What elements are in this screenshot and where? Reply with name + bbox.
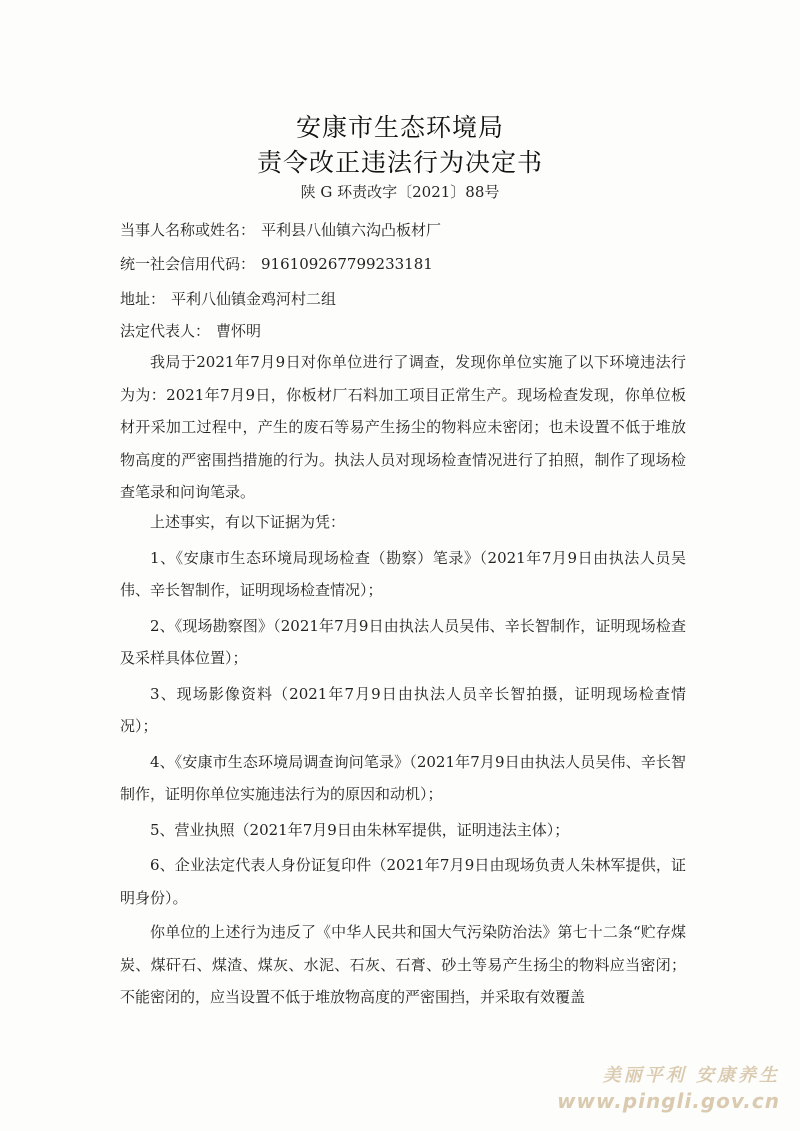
evidence-item: 2、《现场勘察图》（2021年7月9日由执法人员吴伟、辛长智制作，证明现场检查及采样具体位置）； xyxy=(120,616,686,667)
violation-section xyxy=(120,916,686,1014)
legal-rep-field xyxy=(120,320,261,341)
site-watermark xyxy=(557,1061,780,1113)
party-label: 当事人名称或姓名： xyxy=(120,221,256,239)
legal-rep-label: 法定代表人： xyxy=(120,322,211,340)
violation-paragraph: 你单位的上述行为违反了《中华人民共和国大气污染防治法》第七十二条“贮存煤炭、煤矸石、煤渣、煤灰、水泥、石灰、石膏、砂土等易产生扬尘的物料应当密闭；不能密闭的，应当设置不低于堆放物高度的严密围挡，并采取有效覆盖 xyxy=(120,923,686,1006)
investigation-section xyxy=(120,346,686,509)
address-field xyxy=(120,288,336,309)
evidence-item: 6、企业法定代表人身份证复印件（2021年7月9日由现场负责人朱林军提供，证明身份）。 xyxy=(120,856,686,907)
credit-code-field xyxy=(120,253,433,274)
evidence-item: 5、营业执照（2021年7月9日由朱林军提供，证明违法主体）； xyxy=(150,820,570,839)
document-title: 责令改正违法行为决定书 xyxy=(256,148,543,177)
investigation-paragraph: 我局于2021年7月9日对你单位进行了调查，发现你单位实施了以下环境违法行为为：2021年7月9日，你板材厂石料加工项目正常生产。现场检查发现，你单位板材开采加工过程中，产生的废石等易产生扬尘的物料应未密闭；也未设置不低于堆放物高度的严密围挡措施的行为。执法人员对现场检查情况进行了拍照，制作了现场检查笔录和问询笔录。 xyxy=(120,353,686,501)
legal-rep-value: 曹怀明 xyxy=(216,322,262,340)
evidence-item: 1、《安康市生态环境局现场检查（勘察）笔录》（2021年7月9日由执法人员吴伟、辛长智制作，证明现场检查情况）； xyxy=(120,548,686,599)
document-number: 陕 G 环责改字〔2021〕88号 xyxy=(300,183,500,201)
evidence-section xyxy=(120,506,686,914)
party-field xyxy=(120,219,441,240)
watermark-url: www.pingli.gov.cn xyxy=(557,1089,780,1113)
credit-code-value: 916109267799233181 xyxy=(261,255,433,273)
evidence-item: 3、现场影像资料（2021年7月9日由执法人员辛长智拍摄，证明现场检查情况）； xyxy=(120,684,686,735)
evidence-item: 4、《安康市生态环境局调查询问笔录》（2021年7月9日由执法人员吴伟、辛长智制作，证明你单位实施违法行为的原因和动机）； xyxy=(120,752,686,803)
evidence-intro: 上述事实，有以下证据为凭： xyxy=(150,513,346,531)
credit-code-label: 统一社会信用代码： xyxy=(120,255,256,273)
watermark-slogan: 美丽平利 安康养生 xyxy=(602,1065,780,1086)
address-value: 平利八仙镇金鸡河村二组 xyxy=(171,290,337,308)
address-label: 地址： xyxy=(120,290,166,308)
issuer-title: 安康市生态环境局 xyxy=(295,113,504,142)
party-value: 平利县八仙镇六沟凸板材厂 xyxy=(261,221,442,239)
